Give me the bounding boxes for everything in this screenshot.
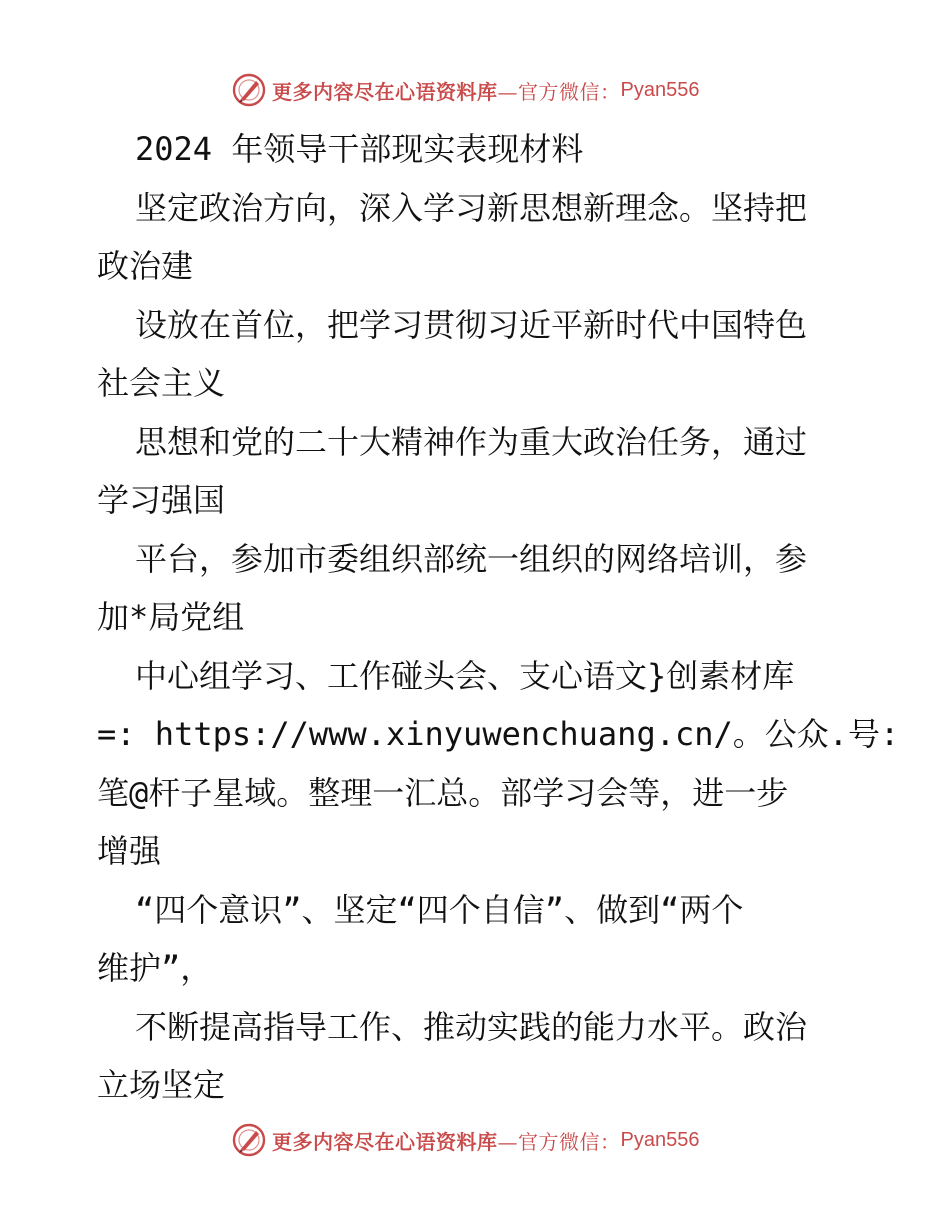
banner-sub-text: —官方微信： bbox=[497, 79, 621, 104]
text-line: =: https://www.xinyuwenchuang.cn/。公众.号: bbox=[97, 715, 900, 753]
text-line: 坚定政治方向，深入学习新思想新理念。坚持把 bbox=[135, 188, 808, 227]
text-line: 维护”， bbox=[97, 949, 213, 987]
text-line: 增强 bbox=[97, 832, 162, 870]
document-title: 2024 年领导干部现实表现材料 bbox=[135, 130, 584, 168]
banner-sub-text: —官方微信： bbox=[497, 1129, 621, 1154]
text-line: 立场坚定 bbox=[97, 1066, 226, 1104]
text-line: 学习强国 bbox=[97, 481, 226, 519]
document-body bbox=[97, 120, 900, 1115]
text-line: 思想和党的二十大精神作为重大政治任务，通过 bbox=[135, 422, 808, 461]
text-line: 平台，参加市委组织部统一组织的网络培训，参 bbox=[135, 539, 808, 578]
footer-banner bbox=[232, 1120, 699, 1160]
text-line: 设放在首位，把学习贯彻习近平新时代中国特色 bbox=[135, 305, 808, 344]
text-line: 社会主义 bbox=[97, 364, 226, 402]
quill-seal-icon bbox=[232, 73, 266, 107]
text-line: 加*局党组 bbox=[97, 598, 245, 636]
banner-main-text: 更多内容尽在心语资料库 bbox=[272, 79, 498, 104]
text-line: 政治建 bbox=[97, 247, 194, 285]
header-banner bbox=[232, 70, 699, 110]
banner-wechat-id: Pyan556 bbox=[620, 1128, 700, 1151]
banner-wechat-id: Pyan556 bbox=[620, 78, 700, 101]
banner-main-text: 更多内容尽在心语资料库 bbox=[272, 1129, 498, 1154]
text-line: 中心组学习、工作碰头会、支心语文}创素材库 bbox=[135, 656, 795, 695]
text-line: 笔@杆子星域。整理一汇总。部学习会等，进一步 bbox=[97, 773, 789, 812]
text-line: “四个意识”、坚定“四个自信”、做到“两个 bbox=[135, 890, 744, 929]
quill-seal-icon bbox=[232, 1123, 266, 1157]
text-line: 不断提高指导工作、推动实践的能力水平。政治 bbox=[135, 1007, 808, 1046]
